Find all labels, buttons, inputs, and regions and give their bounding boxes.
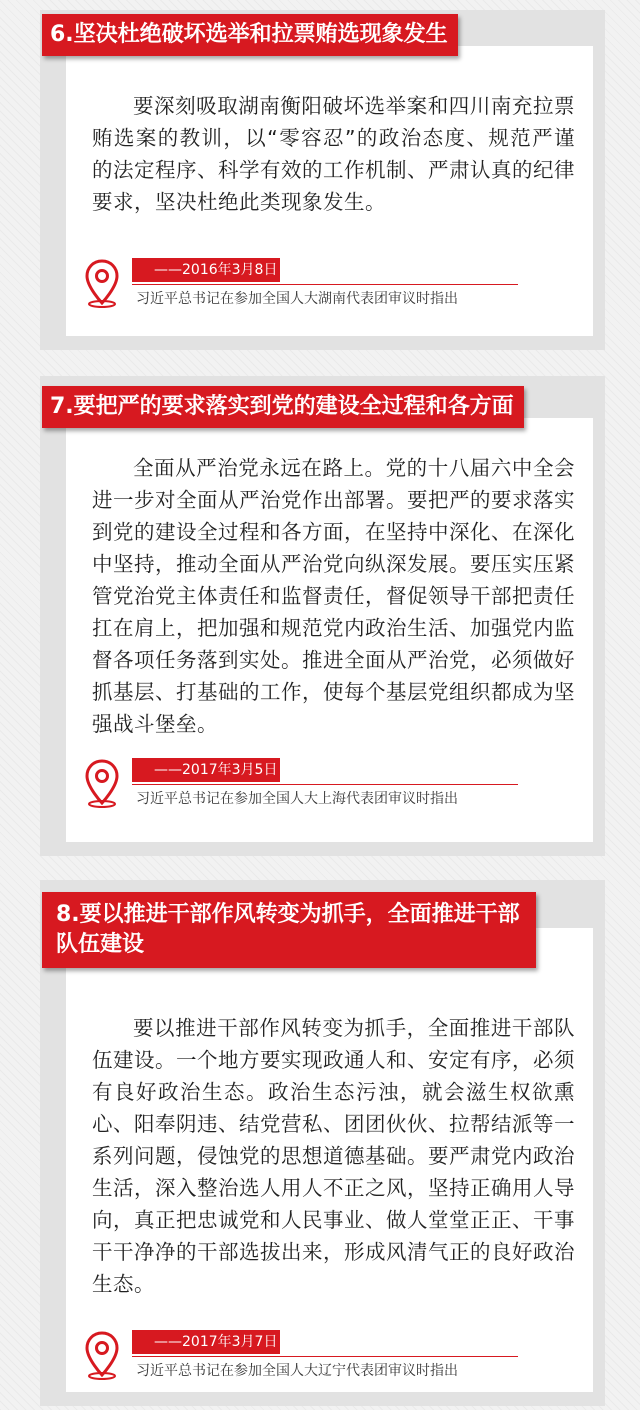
quote-footer (84, 1330, 524, 1388)
quote-card (66, 928, 593, 1392)
quote-card (66, 418, 593, 842)
location-pin-icon (84, 1330, 120, 1380)
location-pin-icon (84, 258, 120, 308)
quote-body: 要以推进干部作风转变为抓手，全面推进干部队伍建设。一个地方要实现政通人和、安定有序，必须有良好政治生态。政治生态污浊，就会滋生权欲熏心、阳奉阴违、结党营私、团团伙伙、拉帮结派等一系列问题，侵蚀党的思想道德基础。要严肃党内政治生活，深入整治选人用人不正之风，坚持正确用人导向，真正把忠诚党和人民事业、做人堂堂正正、干事干干净净的干部选拔出来，形成风清气正的良好政治生态。 (92, 1016, 575, 1296)
quote-date: ——2017年3月5日 (132, 758, 280, 782)
quote-source: 习近平总书记在参加全国人大上海代表团审议时指出 (136, 791, 458, 807)
quote-source: 习近平总书记在参加全国人大湖南代表团审议时指出 (136, 291, 458, 307)
section-title: 6.坚决杜绝破坏选举和拉票贿选现象发生 (42, 14, 458, 56)
quote-section-6 (40, 0, 605, 350)
section-title: 7.要把严的要求落实到党的建设全过程和各方面 (42, 386, 524, 428)
quote-date: ——2016年3月8日 (132, 258, 280, 282)
quote-source: 习近平总书记在参加全国人大辽宁代表团审议时指出 (136, 1363, 458, 1379)
quote-date: ——2017年3月7日 (132, 1330, 280, 1354)
divider-line (132, 1356, 518, 1357)
section-title: 8.要以推进干部作风转变为抓手，全面推进干部队伍建设 (42, 892, 536, 968)
quote-body: 要深刻吸取湖南衡阳破坏选举案和四川南充拉票贿选案的教训，以“零容忍”的政治态度、规范严谨的法定程序、科学有效的工作机制、严肃认真的纪律要求，坚决杜绝此类现象发生。 (92, 94, 575, 214)
quote-card (66, 46, 593, 336)
quote-section-8 (40, 870, 605, 1406)
quote-section-7 (40, 366, 605, 856)
divider-line (132, 784, 518, 785)
quote-footer (84, 758, 524, 816)
quote-footer (84, 258, 524, 316)
quote-body: 全面从严治党永远在路上。党的十八届六中全会进一步对全面从严治党作出部署。要把严的要求落实到党的建设全过程和各方面，在坚持中深化、在深化中坚持，推动全面从严治党向纵深发展。要压实压紧管党治党主体责任和监督责任，督促领导干部把责任扛在肩上，把加强和规范党内政治生活、加强党内监督各项任务落到实处。推进全面从严治党，必须做好抓基层、打基础的工作，使每个基层党组织都成为坚强战斗堡垒。 (92, 456, 575, 736)
divider-line (132, 284, 518, 285)
location-pin-icon (84, 758, 120, 808)
